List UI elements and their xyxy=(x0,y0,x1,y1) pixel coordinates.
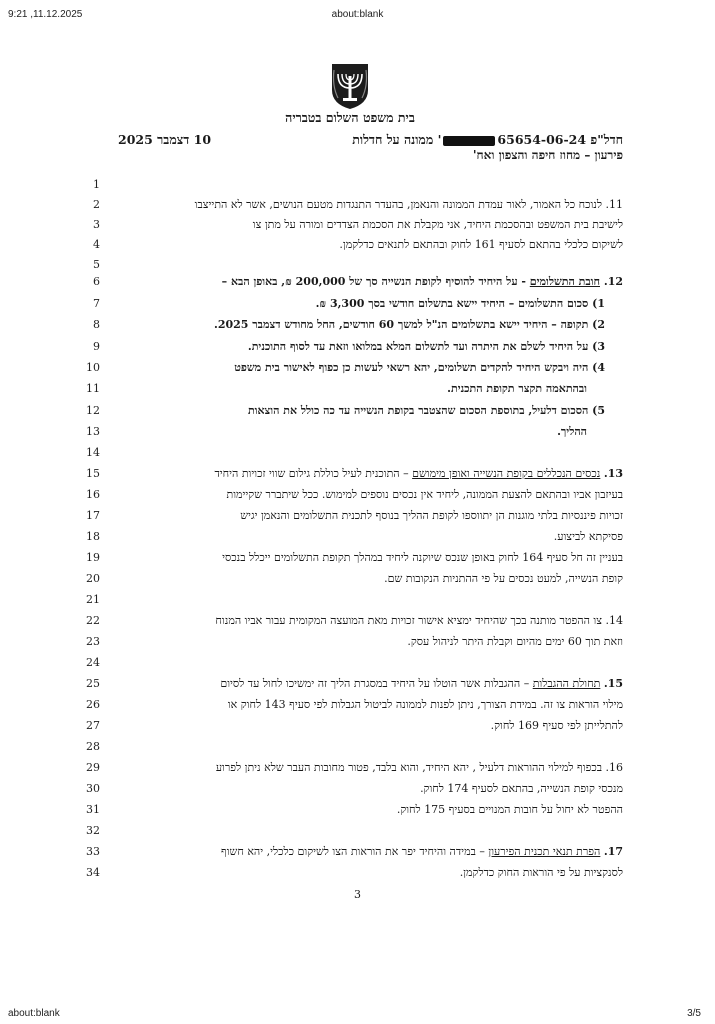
clause-title: הפרת תנאי תכנית הפירעון xyxy=(488,845,601,858)
line-number: 17 xyxy=(86,509,100,522)
line-number: 9 xyxy=(93,340,100,353)
clause-15-line-2: מילוי הוראות צו זה. במידת הצורך, ניתן לפנות לממונה לביטול הגבלות לפי סעיף 143 לחוק או xyxy=(227,698,623,711)
clause-title: תחולת ההגבלות xyxy=(532,677,601,690)
line-number: 2 xyxy=(93,198,100,211)
print-page-counter: 3/5 xyxy=(687,1008,701,1019)
line-number: 12 xyxy=(86,404,100,417)
clause-text: – במידה והיחיד יפר את הוראות הצו לשיקום כלכלי, יהא חשוף xyxy=(221,845,489,858)
clause-13-line-5: בעניין זה חל סעיף 164 לחוק באופן שנכס שיוקנה ליחיד במהלך תקופת התשלומים ייכלל בנכסי xyxy=(222,551,623,564)
print-footer-url: about:blank xyxy=(8,1008,60,1019)
clause-12-item-3: 3) על היחיד לשלם את היתרה ועד לתשלום המלא במלואו וזאת עד לסוף התוכנית. xyxy=(247,340,605,353)
state-emblem-icon xyxy=(328,62,372,110)
clause-12-item-4-cont: ובהתאמה תקצר תקופת התכנית. xyxy=(447,382,587,395)
clause-14-line-2: וזאת תוך 60 ימים מהיום וקבלת היתר לניהול עסק. xyxy=(407,635,623,648)
clause-12-item-5-cont: ההליך. xyxy=(557,425,587,438)
clause-13-line-4: פסיקתא לביצוע. xyxy=(553,530,623,543)
clause-title: חובת התשלומים xyxy=(529,275,600,288)
case-number xyxy=(352,132,623,148)
clause-title: נכסים הנכללים בקופת הנשייה ואופן מימושם xyxy=(412,467,601,480)
clause-text: - על היחיד להוסיף לקופת הנשייה סך של 200,000 ₪, באופן הבא – xyxy=(221,275,530,288)
line-number: 10 xyxy=(86,361,100,374)
print-page-title: about:blank xyxy=(331,9,384,20)
clause-16-line-2: מנכסי קופת הנשייה, בהתאם לסעיף 174 לחוק. xyxy=(420,782,623,795)
line-number: 16 xyxy=(86,488,100,501)
line-number: 4 xyxy=(93,238,100,251)
line-number: 22 xyxy=(86,614,100,627)
clause-12-item-2: 2) תקופה – היחיד יישא בתשלומים הנ"ל למשך 60 חודשים, החל מחודש דצמבר 2025. xyxy=(213,318,605,331)
line-number: 32 xyxy=(86,824,100,837)
line-number: 8 xyxy=(93,318,100,331)
line-number: 26 xyxy=(86,698,100,711)
document-date: 10 דצמבר 2025 xyxy=(118,132,212,147)
clause-13-line-2: בעיזבון אביו ובהתאם להצעת הממונה, ליחיד אין נכסים נוספים למימוש. ככל שיתברר שקיימות xyxy=(226,488,623,501)
clause-13-line-3: זכויות פיננסיות בלתי מוגנות הן יתווספו לקופת ההליך בנוסף לתכנית התשלומים והנאמן יגיש xyxy=(240,509,623,522)
clause-number: 17. xyxy=(603,845,623,858)
print-datetime: 9:21 ,11.12.2025 xyxy=(8,9,83,20)
clause-13-heading xyxy=(123,467,623,480)
line-number: 24 xyxy=(86,656,100,669)
clause-12-item-4: 4) היה ויבקש היחיד להקדים תשלומים, יהא רשאי לעשות כן כפוף לאישור בית משפט xyxy=(234,361,605,374)
case-prefix: חדל"פ 65654-06-24 xyxy=(497,132,623,147)
line-number: 29 xyxy=(86,761,100,774)
line-number: 23 xyxy=(86,635,100,648)
line-number: 18 xyxy=(86,530,100,543)
line-number: 14 xyxy=(86,446,100,459)
case-suffix: ' ממונה על חדלות xyxy=(352,132,442,147)
line-number: 6 xyxy=(93,275,100,288)
line-number: 1 xyxy=(93,178,100,191)
print-footer xyxy=(0,1004,715,1024)
clause-16-line-1: 16. בכפוף למילוי ההוראות דלעיל , יהא היחיד, והוא בלבד, פטור מחובות העבר שלא ניתן לפרוע xyxy=(215,761,623,774)
clause-17-heading xyxy=(123,845,623,858)
line-number: 31 xyxy=(86,803,100,816)
line-number: 5 xyxy=(93,258,100,271)
line-number: 33 xyxy=(86,845,100,858)
line-number: 27 xyxy=(86,719,100,732)
line-number: 15 xyxy=(86,467,100,480)
clause-12-item-5: 5) הסכום דלעיל, בתוספת הסכום שהצטבר בקופת הנשייה עד כה כולל את הוצאות xyxy=(247,404,605,417)
line-number: 20 xyxy=(86,572,100,585)
court-name: בית משפט השלום בטבריה xyxy=(285,110,415,125)
clause-15-line-3: להתלייתן לפי סעיף 169 לחוק. xyxy=(490,719,623,732)
clause-number: 12. xyxy=(603,275,623,288)
clause-11-line-1: 11. לנוכח כל האמור, לאור עמדת הממונה והנאמן, בהעדר התנגדות מטעם הנושים, אשר לא התייצבו xyxy=(194,198,623,211)
line-number: 19 xyxy=(86,551,100,564)
line-number: 3 xyxy=(93,218,100,231)
line-number: 11 xyxy=(86,382,100,395)
clause-16-line-3: ההפטר לא יחול על חובות המנויים בסעיף 175 לחוק. xyxy=(396,803,623,816)
clause-17-line-2: לסנקציות על פי הוראות החוק כדלקמן. xyxy=(459,866,623,879)
line-number: 30 xyxy=(86,782,100,795)
clause-11-line-2: לישיבת בית המשפט ובהסכמת היחיד, אני מקבלת את הסכמת הצדדים ומורה על מתן צו xyxy=(252,218,623,231)
clause-14-line-1: 14. צו ההפטר מותנה בכך שהיחיד ימציא אישור זכויות מאת המועצה המקומית עבור אביו המנוח xyxy=(215,614,623,627)
clause-text: – ההגבלות אשר הוטלו על היחיד במסגרת הליך זה ימשיכו לחול עד לסיום xyxy=(220,677,533,690)
line-number: 21 xyxy=(86,593,100,606)
clause-15-heading xyxy=(123,677,623,690)
line-number: 7 xyxy=(93,297,100,310)
parties-line: פירעון – מחוז חיפה והצפון ואח' xyxy=(472,148,623,162)
line-number: 28 xyxy=(86,740,100,753)
clause-12-heading xyxy=(123,275,623,288)
line-number: 25 xyxy=(86,677,100,690)
clause-13-line-6: קופת הנשייה, למעט נכסים על פי ההתניות הנקובות שם. xyxy=(384,572,623,585)
line-number: 34 xyxy=(86,866,100,879)
clause-number: 15. xyxy=(603,677,623,690)
redaction-mark xyxy=(443,136,495,146)
print-header xyxy=(0,0,715,28)
clause-text: – התוכנית לעיל כוללת גילום שווי זכויות היחיד xyxy=(214,467,413,480)
clause-number: 13. xyxy=(603,467,623,480)
page-number: 3 xyxy=(354,888,361,901)
clause-12-item-1: 1) סכום התשלומים – היחיד יישא בתשלום חודשי בסך 3,300 ₪. xyxy=(315,297,605,310)
line-number: 13 xyxy=(86,425,100,438)
clause-11-line-3: לשיקום כלכלי בהתאם לסעיף 161 לחוק ובהתאם לתנאים כדלקמן. xyxy=(339,238,623,251)
